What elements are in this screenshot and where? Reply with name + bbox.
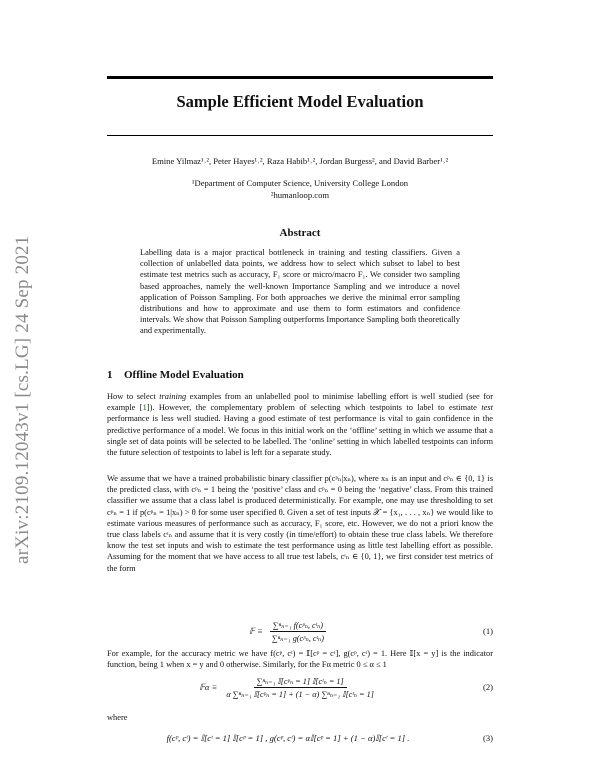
fraction-denominator: α ∑ⁿₙ₌₁ 𝕀[cᵖₙ = 1] + (1 − α) ∑ⁿₙ₌₁ 𝕀[cᵗₙ = 1]	[226, 689, 374, 699]
abstract-heading: Abstract	[279, 227, 321, 239]
equation-3	[107, 730, 493, 746]
arxiv-identifier: arXiv:2109.12043v1 [cs.LG] 24 Sep 2021	[12, 235, 33, 565]
equation-1	[107, 618, 493, 644]
equation-number: (1)	[482, 626, 493, 636]
section-number: 1	[107, 369, 113, 381]
author-name: Peter Hayes¹˒²,	[213, 156, 265, 166]
equation-fraction	[269, 620, 327, 643]
author-name: and David Barber¹˒²	[379, 156, 449, 166]
section-title: Offline Model Evaluation	[124, 369, 244, 381]
paper-title: Sample Efficient Model Evaluation	[176, 92, 424, 111]
equation-body	[107, 620, 469, 643]
paragraph-intro	[107, 391, 493, 458]
affiliation-humanloop: ²humanloop.com	[270, 190, 330, 200]
fraction-numerator: ∑ⁿₙ₌₁ f(cᵖₙ, cᵗₙ)	[270, 620, 326, 632]
emphasis-test: test	[481, 403, 493, 413]
section-heading	[107, 369, 493, 381]
author-list	[107, 156, 493, 166]
title-rule-top	[107, 76, 493, 79]
equation-number: (3)	[482, 733, 493, 743]
equation-lhs: 𝔽α ≡	[199, 681, 218, 692]
equation-2	[107, 672, 493, 702]
text-run: examples from an unlabelled pool to minimise labelling effort is well studied (see for example [	[107, 392, 493, 413]
equation-body	[107, 676, 469, 699]
author-name: Emine Yilmaz¹˒²,	[151, 156, 212, 166]
abstract-text: Labelling data is a major practical bottleneck in training and testing classifiers. Given a collection of unlabelled data points, we address how to select which subset to label to best estimate test metrics such as accuracy, F₁ score or micro/macro F₁. We consider two sampling based approaches, namely the well-known Importance Sampling and we introduce a novel application of Poisson Sampling. For both approaches we derive the minimal error sampling distributions and how to approximate and use them to form estimators and confidence intervals. We show that Poisson Sampling outperforms Importance Sampling both theoretically and experimentally.	[140, 248, 460, 336]
text-run: performance is less well studied. Having a good estimate of test performance is vital to gain confidence in the predictive performance of a model. We focus in this initial work on the ‘offline’ setting in which we assume that a single set of data points will be selected to be labelled. The ‘online’ setting in which labelled testpoints can inform the future selection of testpoints to label is left for a separate study.	[107, 414, 493, 458]
equation-number: (2)	[482, 682, 493, 692]
author-name: Raza Habib¹˒²,	[266, 156, 318, 166]
author-name: Jordan Burgess²,	[319, 156, 377, 166]
emphasis-training: training	[159, 392, 187, 401]
affiliation-ucl: ¹Department of Computer Science, University College London	[191, 178, 409, 188]
equation-fraction	[223, 676, 377, 699]
paragraph-classifier: We assume that we have a trained probabilistic binary classifier p(cᵖₙ|xₙ), where xₙ is an input and cᵖₙ ∈ {0, 1} is the predicted class, with cᵖₙ = 1 being the ‘positive’ class and cᵖₙ = 0 being the ‘negative’ class. From this trained classifier we assume that a class label is produced deterministically. For example, one may use thresholding to set cᵖₙ = 1 if p(cᵖₙ = 1|xₙ) > θ for some user specified θ. Given a set of test inputs 𝒳 = {x₁, . . . , xₙ} we would like to estimate various measures of performance such as accuracy, F₁ score, etc. However, we do not a priori know the true class labels cᵗₙ and assume that it is very costly (in time/effort) to obtain these true class labels. We therefore know the test set inputs and wish to estimate the test performance using as little test labelling effort as possible. Assuming for the moment that we have access to all true test labels, cᵗₙ ∈ {0, 1}, we first consider test metrics of the form	[107, 474, 493, 573]
paragraph-accuracy: For example, for the accuracy metric we have f(cᵖ, cᵗ) = 𝕀[cᵖ = cᵗ], g(cᵖ, cᵗ) = 1. Here 𝕀[x = y] is the indicator function, being 1 when x = y and 0 otherwise. Similarly, for the Fα metric 0 ≤ α ≤ 1	[107, 649, 493, 670]
fraction-numerator: ∑ⁿₙ₌₁ 𝕀[cᵖₙ = 1] 𝕀[cᵗₙ = 1]	[254, 676, 347, 688]
text-run: ]). However, the complementary problem of selecting which testpoints to label to estimate	[146, 403, 482, 413]
fraction-denominator: ∑ⁿₙ₌₁ g(cᵖₙ, cᵗₙ)	[271, 633, 324, 643]
paragraph-where: where	[107, 713, 128, 722]
equation-body: f(cᵖ, cᵗ) = 𝕀[cᵗ = 1] 𝕀[cᵖ = 1] , g(cᵖ, cᵗ) = α𝕀[cᵖ = 1] + (1 − α)𝕀[cᵗ = 1] .	[166, 732, 410, 743]
text-run: How to select	[107, 392, 160, 401]
title-rule-bottom	[107, 135, 493, 136]
equation-lhs: 𝔽 ≡	[249, 625, 263, 636]
citation-link[interactable]: 1	[142, 403, 147, 413]
